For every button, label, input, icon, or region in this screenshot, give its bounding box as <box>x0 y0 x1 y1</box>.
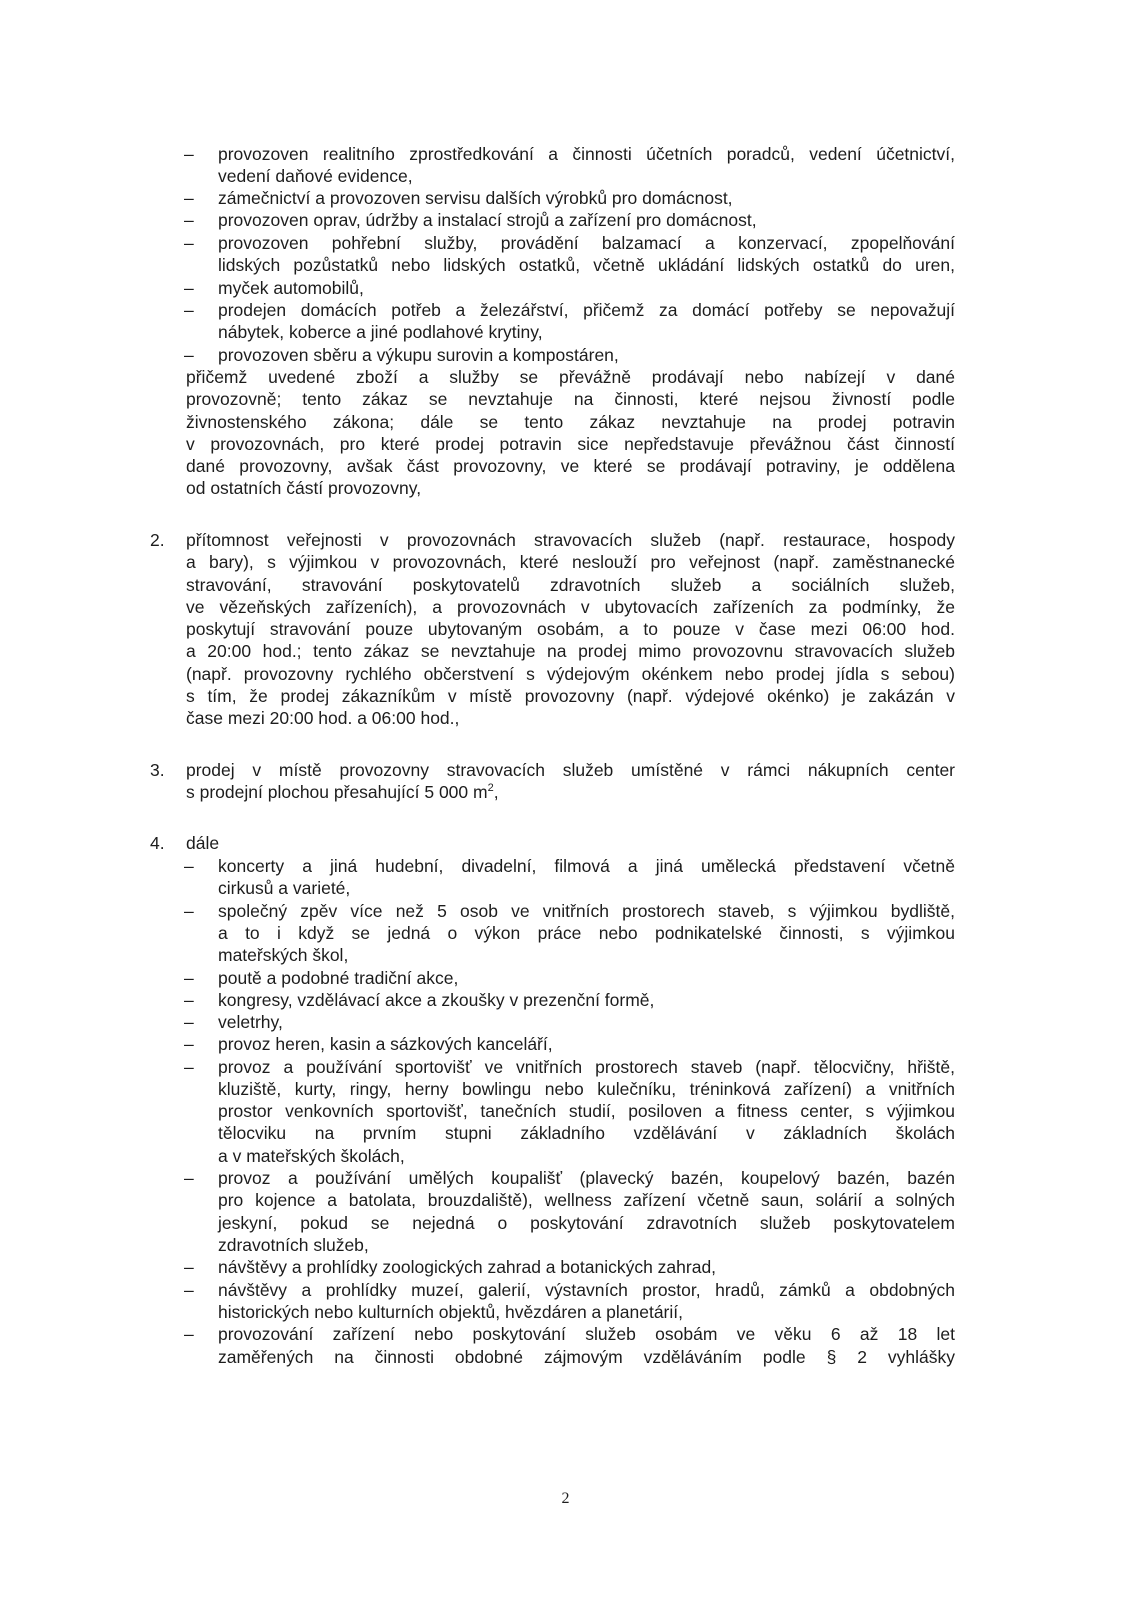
list-item-line: myček automobilů, <box>218 278 364 298</box>
item-line-end: , <box>493 782 499 802</box>
item-line: čase mezi 20:00 hod. a 06:00 hod., <box>186 708 460 728</box>
list-dash: – <box>184 188 194 208</box>
item-line: s tím, že prodej zákazníkům v místě provozovny (např. výdejové okénko) je zakázán v <box>186 686 955 706</box>
list-item-line: poutě a podobné tradiční akce, <box>218 968 459 988</box>
list-item-line: zámečnictví a provozoven servisu dalších výrobků pro domácnost, <box>218 188 733 208</box>
list-item-line: a to i když se jedná o výkon práce nebo podnikatelské činnosti, s výjimkou <box>218 923 955 943</box>
list-dash: – <box>184 1034 194 1054</box>
item-line: a bary), s výjimkou v provozovnách, které neslouží pro veřejnost (např. zaměstnanecké <box>186 552 955 572</box>
list-dash: – <box>184 210 194 230</box>
list-dash: – <box>184 1324 194 1344</box>
list-dash: – <box>184 1257 194 1277</box>
item-line: prodej v místě provozovny stravovacích služeb umístěné v rámci nákupních center <box>186 760 955 780</box>
list-item-line: tělocviku na prvním stupni základního vzdělávání v základních školách <box>218 1123 955 1143</box>
list-item-line: návštěvy a prohlídky zoologických zahrad a botanických zahrad, <box>218 1257 717 1277</box>
list-item-line: prodejen domácích potřeb a železářství, přičemž za domácí potřeby se nepovažují <box>218 300 955 320</box>
list-dash: – <box>184 968 194 988</box>
list-dash: – <box>184 278 194 298</box>
list-item-line: pro kojence a batolata, brouzdaliště), wellness zařízení včetně saun, solárií a solných <box>218 1190 955 1210</box>
item-line: přítomnost veřejnosti v provozovnách stravovacích služeb (např. restaurace, hospody <box>186 530 955 550</box>
list-item-line: provozoven sběru a výkupu surovin a kompostáren, <box>218 345 619 365</box>
list-item-line: provoz a používání umělých koupališť (plavecký bazén, koupelový bazén, bazén <box>218 1168 955 1188</box>
list-item-line: cirkusů a varieté, <box>218 878 351 898</box>
list-item-line: zdravotních služeb, <box>218 1235 369 1255</box>
paragraph-line: živnostenského zákona; dále se tento zákaz nevztahuje na prodej potravin <box>186 412 955 432</box>
list-item-line: zaměřených na činnosti obdobné zájmovým vzděláváním podle § 2 vyhlášky <box>218 1347 955 1367</box>
item-line: a 20:00 hod.; tento zákaz se nevztahuje na prodej mimo provozovnu stravovacích služeb <box>186 641 955 661</box>
list-item-line: historických nebo kulturních objektů, hvězdáren a planetárií, <box>218 1302 683 1322</box>
item-line-text: s prodejní plochou přesahující 5 000 m <box>186 782 488 802</box>
list-item-line: veletrhy, <box>218 1012 283 1032</box>
page-number: 2 <box>561 1490 570 1507</box>
list-item-line: společný zpěv více než 5 osob ve vnitřních prostorech staveb, s výjimkou bydliště, <box>218 901 955 921</box>
paragraph-line: v provozovnách, pro které prodej potravin sice nepředstavuje převážnou část činností <box>186 434 955 454</box>
list-dash: – <box>184 1057 194 1077</box>
item-line <box>186 781 499 803</box>
list-item-line: nábytek, koberce a jiné podlahové krytiny, <box>218 322 543 342</box>
paragraph-line: přičemž uvedené zboží a služby se převážně prodávají nebo nabízejí v dané <box>186 367 955 387</box>
list-item-line: kluziště, kurty, ringy, herny bowlingu nebo kulečníku, tréninková zařízení) a vnitřních <box>218 1079 955 1099</box>
list-item-line: provozoven pohřební služby, provádění balzamací a konzervací, zpopelňování <box>218 233 955 253</box>
list-item-line: návštěvy a prohlídky muzeí, galerií, výstavních prostor, hradů, zámků a obdobných <box>218 1280 955 1300</box>
list-item-line: provoz heren, kasin a sázkových kanceláří, <box>218 1034 553 1054</box>
list-dash: – <box>184 345 194 365</box>
list-item-line: provozování zařízení nebo poskytování služeb osobám ve věku 6 až 18 let <box>218 1324 955 1344</box>
list-item-line: lidských pozůstatků nebo lidských ostatků, včetně ukládání lidských ostatků do uren, <box>218 255 955 275</box>
list-dash: – <box>184 901 194 921</box>
list-dash: – <box>184 990 194 1010</box>
item-number: 4. <box>150 833 165 853</box>
item-line: stravování, stravování poskytovatelů zdravotních služeb a sociálních služeb, <box>186 575 955 595</box>
list-dash: – <box>184 1168 194 1188</box>
list-item-line: vedení daňové evidence, <box>218 166 413 186</box>
list-item-line: provozoven oprav, údržby a instalací strojů a zařízení pro domácnost, <box>218 210 757 230</box>
list-dash: – <box>184 300 194 320</box>
paragraph-line: dané provozovny, avšak část provozovny, ve které se prodávají potraviny, je oddělena <box>186 456 955 476</box>
list-dash: – <box>184 233 194 253</box>
list-item-line: kongresy, vzdělávací akce a zkoušky v prezenční formě, <box>218 990 655 1010</box>
list-dash: – <box>184 1012 194 1032</box>
item-intro: dále <box>186 833 220 853</box>
list-item-line: a v mateřských školách, <box>218 1146 405 1166</box>
paragraph-line: od ostatních částí provozovny, <box>186 478 422 498</box>
list-dash: – <box>184 856 194 876</box>
item-line: poskytují stravování pouze ubytovaným osobám, a to pouze v čase mezi 06:00 hod. <box>186 619 955 639</box>
item-line: ve vězeňských zařízeních), a provozovnách v ubytovacích zařízeních za podmínky, že <box>186 597 955 617</box>
list-item-line: provoz a používání sportovišť ve vnitřních prostorech staveb (např. tělocvičny, hřiště, <box>218 1057 955 1077</box>
superscript: 2 <box>487 782 494 794</box>
list-dash: – <box>184 1280 194 1300</box>
item-number: 3. <box>150 760 165 780</box>
item-line: (např. provozovny rychlého občerstvení s výdejovým okénkem nebo prodej jídla s sebou) <box>186 664 955 684</box>
paragraph-line: provozovně; tento zákaz se nevztahuje na činnosti, které nejsou živností podle <box>186 389 955 409</box>
list-item-line: jeskyní, pokud se nejedná o poskytování zdravotních služeb poskytovatelem <box>218 1213 955 1233</box>
list-dash: – <box>184 144 194 164</box>
list-item-line: mateřských škol, <box>218 945 349 965</box>
list-item-line: koncerty a jiná hudební, divadelní, filmová a jiná umělecká představení včetně <box>218 856 955 876</box>
item-number: 2. <box>150 530 165 550</box>
list-item-line: prostor venkovních sportovišť, tanečních studií, posiloven a fitness center, s výjimkou <box>218 1101 955 1121</box>
list-item-line: provozoven realitního zprostředkování a činnosti účetních poradců, vedení účetnictví, <box>218 144 955 164</box>
